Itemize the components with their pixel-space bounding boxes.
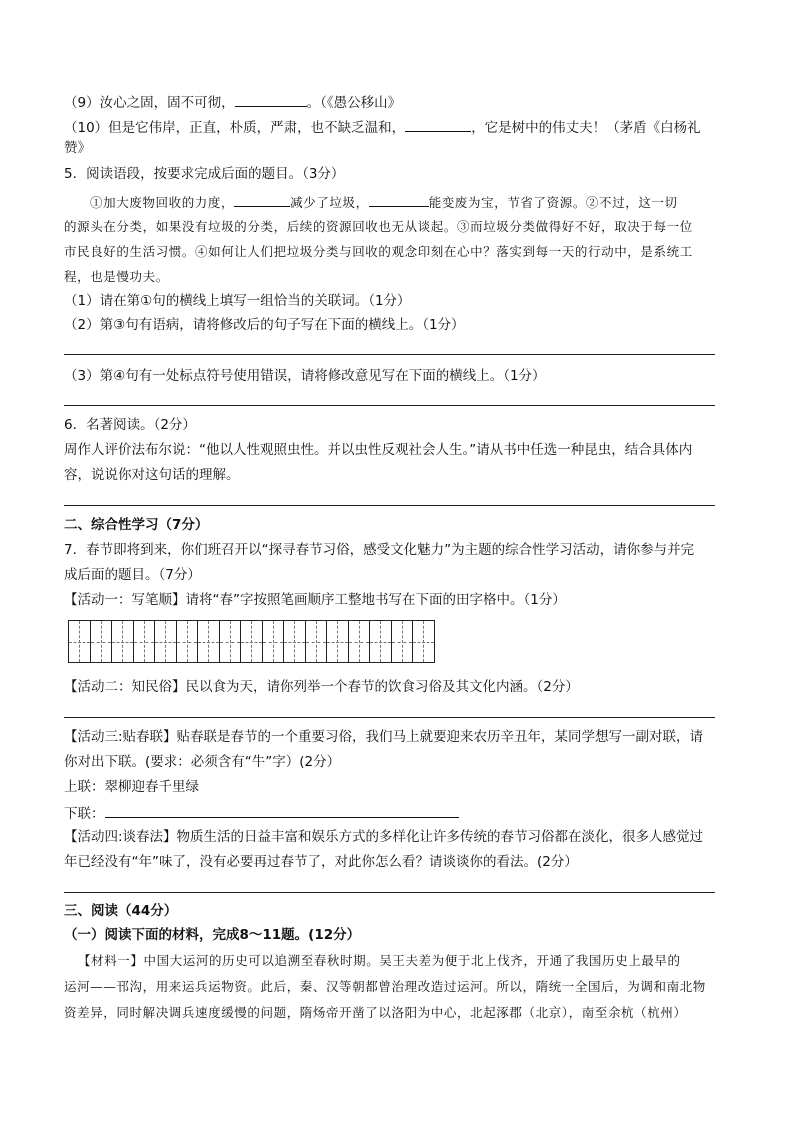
- q4-item10: （10）但是它伟岸，正直，朴质，严肃，也不缺乏温和， ，它是树中的伟丈夫！（茅盾《白杨礼: [64, 117, 701, 137]
- grid-cell[interactable]: [412, 620, 435, 663]
- material1-line1: 【材料一】中国大运河的历史可以追溯至春秋时期。吴王夫差为便于北上伐齐，开通了我国历史上最早的: [78, 953, 681, 968]
- grid-cell[interactable]: [154, 620, 177, 663]
- q5-passage-line2: 的源头在分类，如果没有垃圾的分类，后续的资源回收也无从谈起。③而垃圾分类做得好不好，取决于每一位: [64, 219, 693, 234]
- activity3-line2: 你对出下联。(要求：必须含有“牛”字）(2分）: [64, 754, 341, 770]
- q5-stem: 5．阅读语段，按要求完成后面的题目。（3分）: [64, 166, 345, 182]
- q4-item9: （9）汝心之固，固不可彻， 。（《愚公移山》: [64, 92, 401, 112]
- q5-passage-line3: 市民良好的生活习惯。④如何让人们把垃圾分类与回收的观念印刻在心中？落实到每一天的行动中，是系统工: [64, 244, 693, 259]
- activity4-line2: 年已经没有“年”味了，没有必要再过春节了，对此你怎么看？请谈谈你的看法。(2分）: [64, 854, 578, 870]
- section2-heading: 二、综合性学习（7分）: [64, 517, 209, 533]
- grid-cell[interactable]: [219, 620, 242, 663]
- q7-line1: 7．春节即将到来，你们班召开以“探寻春节习俗，感受文化魅力”为主题的综合性学习活动，请你参与并完: [64, 542, 695, 558]
- grid-cell[interactable]: [133, 620, 156, 663]
- answer-line[interactable]: [64, 505, 715, 506]
- answer-blank[interactable]: [405, 117, 471, 132]
- upper-couplet: 上联：翠柳迎春千里绿: [64, 779, 199, 795]
- answer-blank[interactable]: [369, 192, 429, 207]
- section3-heading: 三、阅读（44分）: [64, 903, 178, 919]
- answer-line[interactable]: [64, 405, 715, 406]
- q7-line2: 成后面的题目。（7分）: [64, 567, 201, 583]
- q5-sub3: （3）第④句有一处标点符号使用错误，请将修改意见写在下面的横线上。（1分）: [64, 368, 546, 384]
- material1-line3: 资差异，同时解决调兵速度缓慢的问题，隋炀帝开凿了以洛阳为中心，北起涿郡（北京），南至余杭（杭州）: [64, 1005, 687, 1020]
- activity3-line1: 【活动三:贴春联】贴春联是春节的一个重要习俗，我们马上就要迎来农历辛丑年，某同学想写一副对联，请: [64, 729, 704, 745]
- answer-line[interactable]: [64, 892, 715, 893]
- q5-sub1: （1）请在第①句的横线上填写一组恰当的关联词。（1分）: [64, 293, 411, 309]
- lower-couplet: 下联：: [64, 803, 459, 823]
- answer-blank[interactable]: [105, 803, 459, 818]
- grid-cell[interactable]: [68, 620, 91, 663]
- q5-passage-line4: 程，也是慢功夫。: [64, 269, 169, 284]
- grid-cell[interactable]: [391, 620, 414, 663]
- activity2: 【活动二：知民俗】民以食为天，请你列举一个春节的饮食习俗及其文化内涵。（2分）: [64, 679, 579, 695]
- grid-cell[interactable]: [90, 620, 113, 663]
- q5-passage-line1: ①加大废物回收的力度， 减少了垃圾， 能变废为宝，节省了资源。②不过，这一切: [90, 192, 678, 212]
- q4-item10-cont: 赞》: [64, 140, 91, 156]
- q6-body-line2: 容，说说你对这句话的理解。: [64, 467, 240, 483]
- material1-line2: 运河——邗沟，用来运兵运物资。此后，秦、汉等朝都曾治理改造过运河。所以，隋统一全国后，为调和南北物: [64, 979, 706, 994]
- q5-sub2: （2）第③句有语病，请将修改后的句子写在下面的横线上。（1分）: [64, 317, 465, 333]
- grid-cell[interactable]: [197, 620, 220, 663]
- grid-cell[interactable]: [348, 620, 371, 663]
- grid-cell[interactable]: [305, 620, 328, 663]
- grid-cell[interactable]: [240, 620, 263, 663]
- answer-line[interactable]: [64, 717, 715, 718]
- grid-cell[interactable]: [176, 620, 199, 663]
- tianzige-grid[interactable]: [68, 620, 435, 663]
- grid-cell[interactable]: [111, 620, 134, 663]
- section3-subheading: （一）阅读下面的材料，完成8～11题。(12分）: [64, 927, 361, 943]
- q6-stem: 6．名著阅读。（2分）: [64, 417, 196, 433]
- grid-cell[interactable]: [326, 620, 349, 663]
- grid-cell[interactable]: [369, 620, 392, 663]
- grid-cell[interactable]: [283, 620, 306, 663]
- q6-body-line1: 周作人评价法布尔说：“他以人性观照虫性。并以虫性反观社会人生。”请从书中任选一种昆虫，结合具体内: [64, 442, 693, 458]
- answer-blank[interactable]: [235, 92, 307, 107]
- activity4-line1: 【活动四:谈春法】物质生活的日益丰富和娱乐方式的多样化让许多传统的春节习俗都在淡化，很多人感觉过: [64, 829, 704, 845]
- activity1: 【活动一：写笔顺】请将“春”字按照笔画顺序工整地书写在下面的田字格中。（1分）: [64, 592, 566, 608]
- answer-blank[interactable]: [234, 192, 290, 207]
- grid-cell[interactable]: [262, 620, 285, 663]
- answer-line[interactable]: [64, 354, 715, 355]
